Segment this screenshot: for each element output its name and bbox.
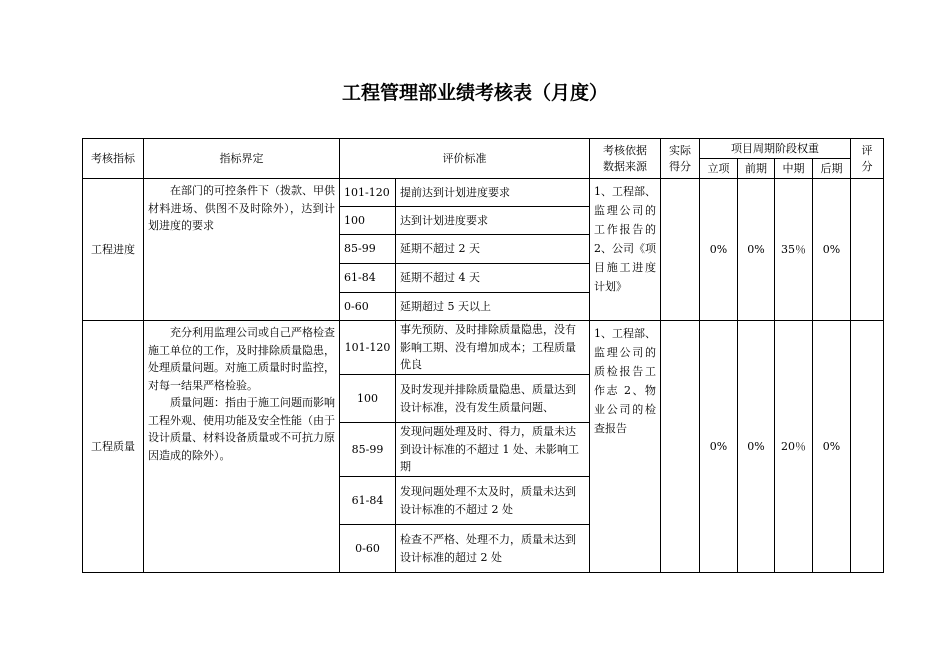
source-cell: 1、工程部、监理公司的工作报告的2、公司《项目施工进度计划》 [590,179,661,321]
criteria-desc: 延期不超过 4 天 [396,264,590,293]
weight-late: 0% [813,179,851,321]
header-criteria: 评价标准 [340,139,590,179]
criteria-desc: 事先预防、及时排除质量隐患，没有影响工期、没有增加成本；工程质量优良 [396,321,590,375]
criteria-range: 100 [340,207,396,235]
actual-score-cell [661,321,700,573]
header-phase-early: 前期 [738,159,775,179]
header-source: 考核依据 数据来源 [590,139,661,179]
performance-table [82,138,884,573]
table-row [83,321,884,375]
header-phase-weight: 项目周期阶段权重 [700,139,851,159]
criteria-range: 100 [340,375,396,423]
criteria-range: 0-60 [340,525,396,573]
criteria-desc: 延期超过 5 天以上 [396,293,590,321]
weight-early: 0% [738,321,775,573]
score-cell [851,179,884,321]
criteria-desc: 发现问题处理及时、得力，质量未达到设计标准的不超过 1 处、未影响工期 [396,423,590,477]
criteria-range: 101-120 [340,179,396,207]
criteria-range: 61-84 [340,264,396,293]
score-cell [851,321,884,573]
header-phase-middle: 中期 [775,159,813,179]
header-actual-score: 实际 得分 [661,139,700,179]
header-phase-late: 后期 [813,159,851,179]
header-score: 评 分 [851,139,884,179]
criteria-range: 85-99 [340,423,396,477]
criteria-desc: 达到计划进度要求 [396,207,590,235]
criteria-desc: 提前达到计划进度要求 [396,179,590,207]
weight-initiation: 0% [700,321,738,573]
criteria-desc: 检查不严格、处理不力，质量未达到设计标准的超过 2 处 [396,525,590,573]
weight-middle: 35％ [775,179,813,321]
criteria-desc: 发现问题处理不太及时，质量未达到设计标准的不超过 2 处 [396,477,590,525]
definition-cell: 充分利用监理公司或自己严格检查施工单位的工作，及时排除质量隐患，处理质量问题。对施工质量时时监控，对每一结果严格检验。 质量问题：指由于施工问题而影响工程外观、使用功能及安全性能（由于设计质量、材料设备质量或不可抗力原因造成的除外）。 [144,321,340,573]
actual-score-cell [661,179,700,321]
criteria-desc: 及时发现并排除质量隐患、质量达到设计标准，没有发生质量问题、 [396,375,590,423]
weight-late: 0% [813,321,851,573]
page-title: 工程管理部业绩考核表（月度） [341,82,608,104]
definition-cell: 在部门的可控条件下（拨款、甲供材料进场、供图不及时除外），达到计划进度的要求 [144,179,340,321]
header-phase-initiation: 立项 [700,159,738,179]
indicator-cell: 工程质量 [83,321,144,573]
criteria-range: 85-99 [340,235,396,264]
header-definition: 指标界定 [144,139,340,179]
criteria-range: 101-120 [340,321,396,375]
header-indicator: 考核指标 [83,139,144,179]
criteria-range: 0-60 [340,293,396,321]
weight-early: 0% [738,179,775,321]
criteria-desc: 延期不超过 2 天 [396,235,590,264]
weight-middle: 20％ [775,321,813,573]
source-cell: 1、工程部、监理公司的质检报告工作志 2、物业公司的检查报告 [590,321,661,573]
table-row [83,179,884,207]
criteria-range: 61-84 [340,477,396,525]
weight-initiation: 0% [700,179,738,321]
indicator-cell: 工程进度 [83,179,144,321]
